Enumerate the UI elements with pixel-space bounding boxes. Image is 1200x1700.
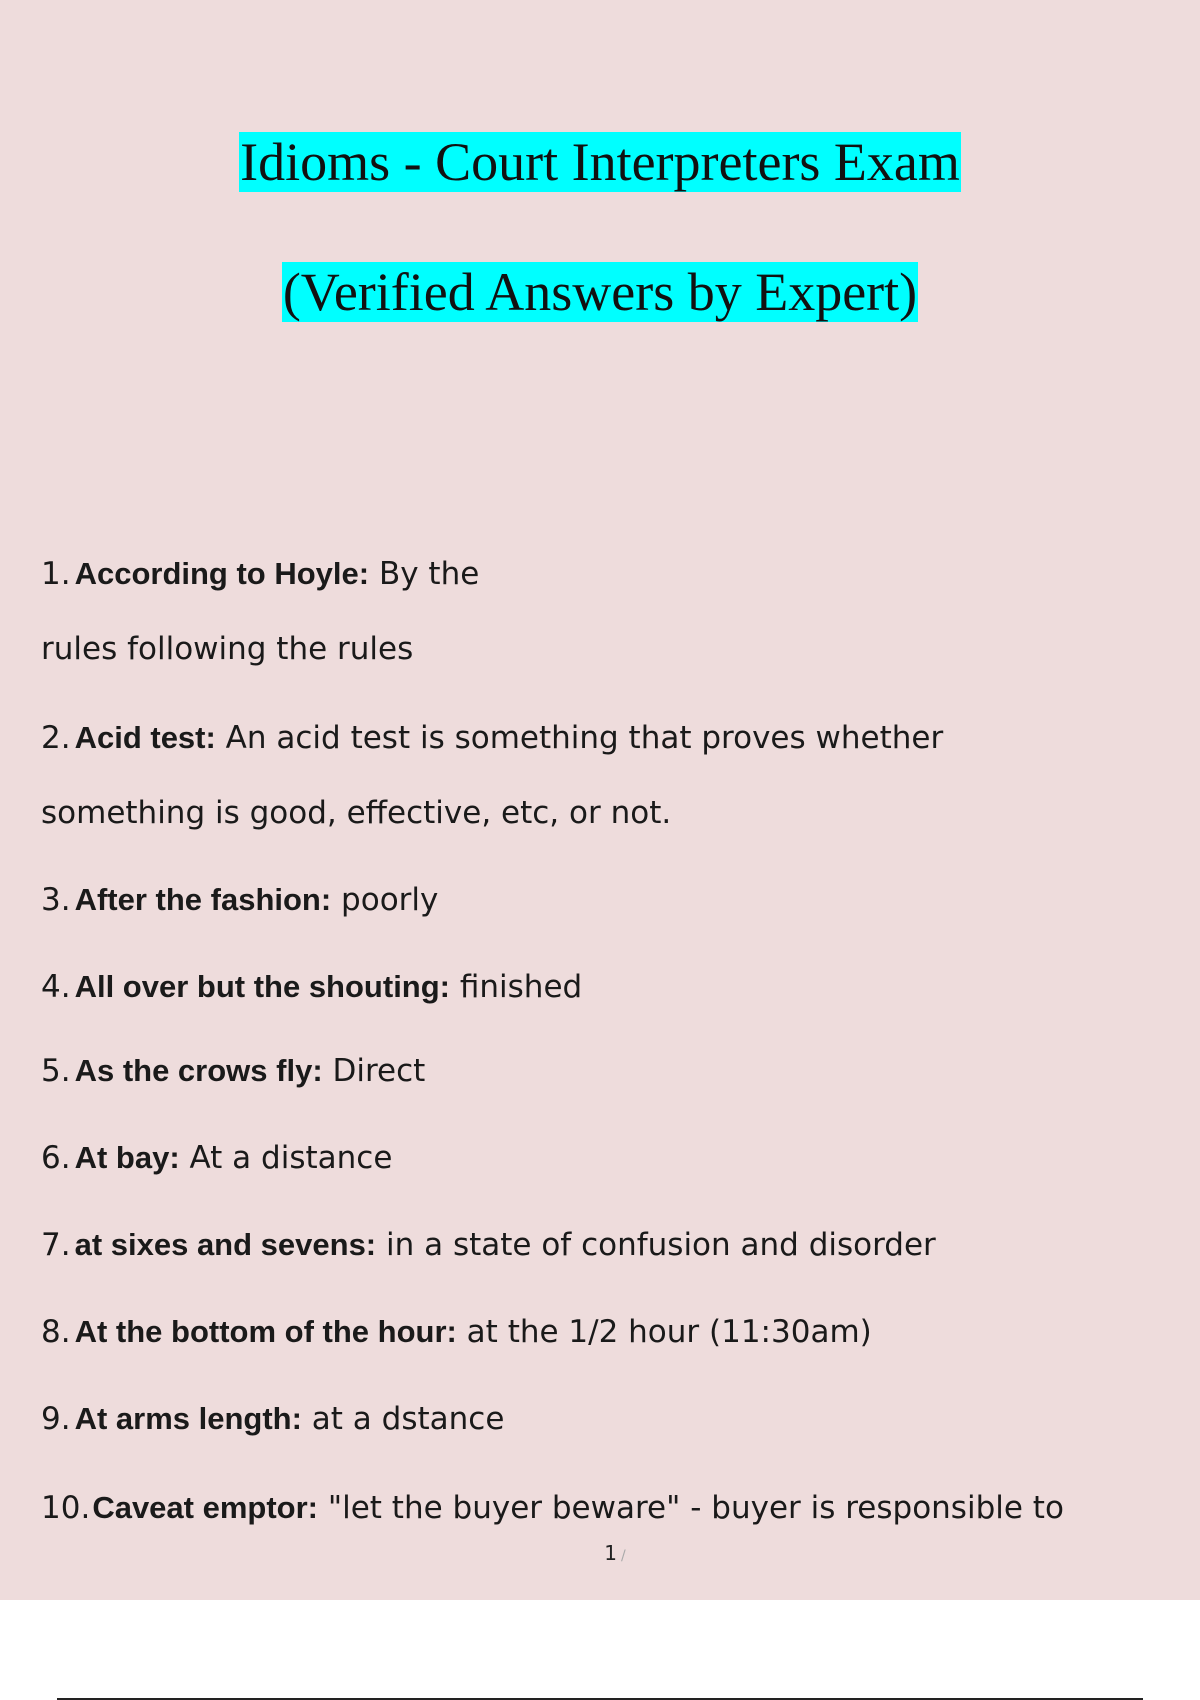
item-definition: By the	[369, 556, 480, 592]
item-definition: at the 1/2 hour (11:30am)	[456, 1314, 872, 1350]
item-definition: An acid test is something that proves whether	[215, 720, 944, 756]
item-number: 9.	[41, 1401, 71, 1437]
item-term: All over but the shouting:	[74, 969, 450, 1004]
item-term: at sixes and sevens:	[74, 1227, 377, 1262]
item-number: 2.	[41, 720, 71, 756]
subtitle-highlight: (Verified Answers by Expert)	[282, 262, 918, 322]
list-item	[41, 1138, 392, 1178]
item-definition: poorly	[331, 882, 439, 918]
item-number: 10.	[41, 1490, 91, 1526]
list-item	[41, 1399, 504, 1439]
item-number: 5.	[41, 1053, 71, 1089]
document-subtitle	[0, 260, 1200, 324]
list-item	[41, 880, 438, 920]
title-highlight: Idioms - Court Interpreters Exam	[240, 132, 960, 192]
list-item	[41, 967, 582, 1007]
item-term: At the bottom of the hour:	[74, 1314, 457, 1349]
item-continuation: something is good, effective, etc, or not.	[41, 795, 672, 831]
page-number	[0, 1541, 1200, 1565]
list-item	[41, 1488, 1064, 1528]
item-definition: At a distance	[179, 1140, 393, 1176]
document-title	[0, 130, 1200, 194]
item-term: According to Hoyle:	[74, 556, 370, 591]
list-item	[41, 554, 479, 594]
item-continuation: rules following the rules	[41, 631, 414, 667]
page-number-suffix: /	[621, 1548, 626, 1564]
item-term: At arms length:	[74, 1401, 302, 1436]
item-number: 3.	[41, 882, 71, 918]
page-number-value: 1	[604, 1541, 617, 1565]
item-term: Acid test:	[74, 720, 216, 755]
item-term: Caveat emptor:	[92, 1490, 318, 1525]
item-definition: at a dstance	[301, 1401, 505, 1437]
list-item	[41, 1312, 872, 1352]
item-term: After the fashion:	[74, 882, 332, 917]
list-item	[41, 718, 943, 758]
item-number: 1.	[41, 556, 71, 592]
item-definition: in a state of confusion and disorder	[376, 1227, 936, 1263]
item-number: 8.	[41, 1314, 71, 1350]
item-term: As the crows fly:	[74, 1053, 323, 1088]
item-definition: Direct	[322, 1053, 426, 1089]
item-term: At bay:	[74, 1140, 180, 1175]
item-number: 6.	[41, 1140, 71, 1176]
list-item	[41, 1051, 425, 1091]
item-number: 7.	[41, 1227, 71, 1263]
item-definition: finished	[450, 969, 583, 1005]
list-item	[41, 1225, 936, 1265]
item-number: 4.	[41, 969, 71, 1005]
item-definition: "let the buyer beware" - buyer is responsible to	[318, 1490, 1064, 1526]
